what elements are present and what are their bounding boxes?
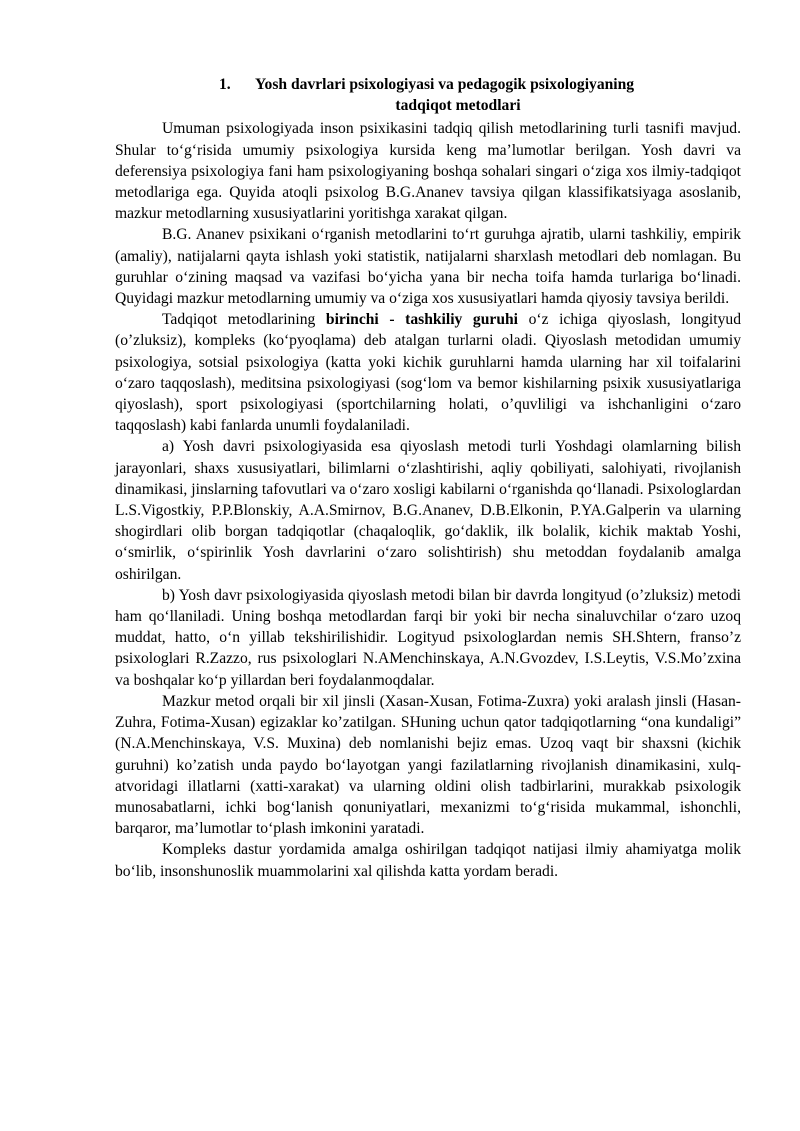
- paragraph-3-bold-term: birinchi - tashkiliy guruhi: [325, 311, 518, 329]
- heading-line-1: [115, 74, 741, 95]
- paragraph-3-rest: o‘z ichiga qiyoslash, longityud (o’zluksiz), kompleks (ko‘pyoqlama) deb atalgan turlarni oladi. Qiyoslash metodidan umumiy psixologiya, sotsial psixologiya (katta yoki kichik guruhlarni hamda ularning har xil toifalarini o‘zaro taqqoslash), meditsina psixologiyasi (sog‘lom va bemor kishilarning psixik xususiyatlariga qiyoslash), sport psixologiyasi (sportchilarning holati, o’quvliligi va ishchanligini o‘zaro taqqoslash) kabi fanlarda unumli foydalaniladi.: [115, 311, 741, 435]
- paragraph-7: Kompleks dastur yordamida amalga oshirilgan tadqiqot natijasi ilmiy ahamiyatga molik bo‘lib, insonshunoslik muammolarini xal qilishda katta yordam beradi.: [115, 841, 741, 880]
- paragraph-2: B.G. Ananev psixikani o‘rganish metodlarini to‘rt guruhga ajratib, ularni tashkiliy, empirik (amaliy), natijalarni qayta ishlash yoki statistik, natijalarni sharxlash metodlari deb nomlagan. Bu guruhlar o‘zining maqsad va vazifasi bo‘yicha yana bir necha toifa hamda turlariga bo‘linadi. Quyidagi mazkur metodlarning umumiy va o‘ziga xos xususiyatlari hamda qiyosiy tavsiya berildi.: [115, 226, 741, 308]
- heading-number: 1.: [219, 76, 231, 93]
- paragraph-5: b) Yosh davr psixologiyasida qiyoslash metodi bilan bir davrda longityud (o’zluksiz) metodi ham qo‘llaniladi. Uning boshqa metodlardan farqi bir yoki bir necha sinaluvchilar o‘zaro uzoq muddat, hatto, o‘n yillab tekshirilishidir. Logityud psixologlardan nemis SH.Shtern, franso’z psixologlari R.Zazzo, rus psixologlari N.AMenchinskaya, A.N.Gvozdev, I.S.Leytis, V.S.Mo’zxina va boshqalar ko‘p yillardan beri foydalanmoqdalar.: [115, 586, 741, 689]
- paragraph-3-intro: Tadqiqot metodlarining: [162, 311, 326, 329]
- paragraph-1: Umuman psixologiyada inson psixikasini tadqiq qilish metodlarining turli tasnifi mavjud. Shular to‘g‘risida umumiy psixologiya kursida keng ma’lumotlar berilgan. Yosh davri va deferensiya psixologiya fani ham psixologiyaning boshqa sohalari singari o‘ziga xos ilmiy-tadqiqot metodlariga ega. Quyida atoqli psixolog B.G.Ananev tavsiya qilgan klassifikatsiyaga asoslanib, mazkur metodlarning xususiyatlarini yoritishga xarakat qilgan.: [115, 120, 741, 223]
- paragraph-3: [115, 309, 741, 436]
- section-heading: [115, 74, 741, 116]
- heading-line-2: tadqiqot metodlari: [395, 97, 521, 115]
- heading-title-part-1: Yosh davrlari psixologiyasi va pedagogik psixologiyaning: [255, 76, 635, 93]
- paragraph-6: Mazkur metod orqali bir xil jinsli (Xasan-Xusan, Fotima-Zuxra) yoki aralash jinsli (Hasan-Zuhra, Fotima-Xusan) egizaklar ko’zatilgan. SHuning uchun qator tadqiqotlarning “ona kundaligi” (N.A.Menchinskaya, V.S. Muxina) deb nomlanishi bejiz emas. Uzoq vaqt bir shaxsni (kichik guruhni) ko’zatish unda paydo bo‘layotgan yangi fazilatlarning rivojlanish dinamikasini, xulq-atvoridagi illatlarni (xatti-xarakat) va ularning oldini olish tadbirlarini, murakkab psixologik munosabatlarni, ichki bog‘lanish qonuniyatlari, mexanizmi to‘g‘risida mukammal, ishonchli, barqaror, ma’lumotlar to‘plash imkonini yaratadi.: [115, 692, 741, 838]
- document-page: [115, 74, 741, 882]
- paragraph-4: a) Yosh davri psixologiyasida esa qiyoslash metodi turli Yoshdagi olamlarning bilish jarayonlari, shaxs xususiyatlari, bilimlarni o‘zlashtirishi, aqliy qobiliyati, salohiyati, rivojlanish dinamikasi, jinslarning tafovutlari va o‘zaro xosligi kabilarni o‘rganishda qo‘llanadi. Psixologlardan L.S.Vigostkiy, P.P.Blonskiy, A.A.Smirnov, B.G.Ananev, D.B.Elkonin, P.YA.Galperin va ularning shogirdlari olib borgan tadqiqotlar (chaqaloqlik, go‘daklik, ilk bolalik, kichik maktab Yoshi, o‘smirlik, o‘spirinlik Yosh davrlarini o‘zaro solishtirish) shu metoddan foydalanib amalga oshirilgan.: [115, 438, 741, 583]
